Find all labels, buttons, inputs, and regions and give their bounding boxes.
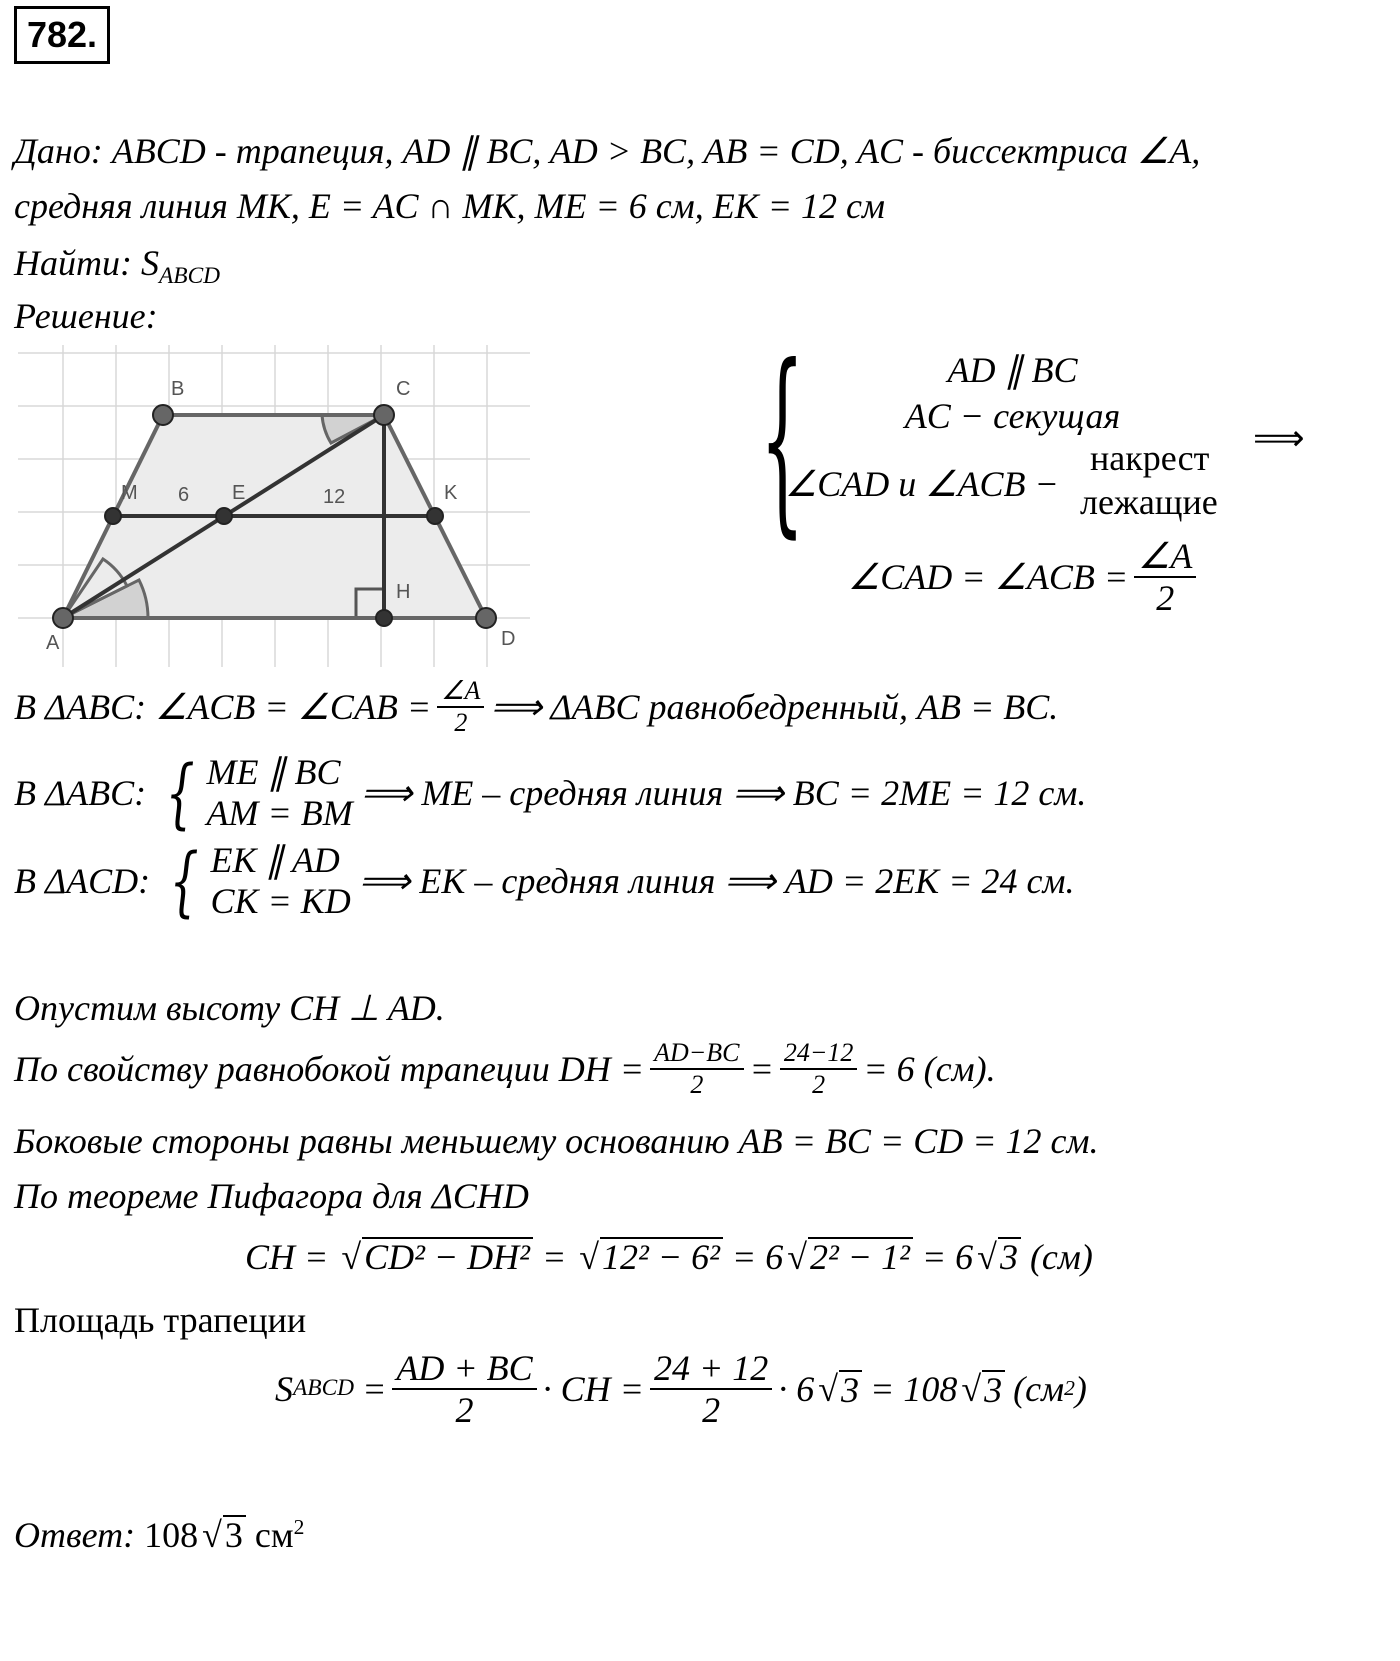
pythagoras-line: По теореме Пифагора для ΔCHD <box>14 1176 529 1216</box>
dh-equals: = <box>749 1049 774 1089</box>
area-fraction-2: $\frac{24 + 12}{2}$ <box>650 1350 772 1428</box>
ch-equation: CH = √CD² − DH² = √12² − 6² = 6 √2² − 1² = 6 √3 (см) <box>245 1237 1093 1277</box>
system-line-1: AD ∥ BC <box>947 350 1078 390</box>
ch-radical-3: 2² − 1² <box>808 1237 913 1275</box>
answer-radical: 3 <box>223 1515 246 1553</box>
area-label: Площадь трапеции <box>14 1300 307 1340</box>
ch-radical-2: 12² − 6² <box>600 1237 723 1275</box>
answer-value: 108 <box>144 1515 199 1555</box>
label-ek-value: 12 <box>323 486 346 508</box>
dh-fraction-2: $\frac{24-12}{2}$ <box>780 1040 858 1098</box>
find-sub: ABCD <box>159 263 221 290</box>
dh-prefix: По свойству равнобокой трапеции DH = <box>14 1049 645 1089</box>
step2-prefix: В ΔABC: <box>14 773 147 814</box>
label-a: A <box>46 632 60 654</box>
label-d: D <box>501 628 516 650</box>
given-label: Дано <box>14 131 91 171</box>
dh-fraction-1: $\frac{AD-BC}{2}$ <box>650 1040 743 1098</box>
area-radical-1: 3 <box>839 1370 862 1408</box>
answer-line: Ответ: 108 √3 $см^2$ <box>14 1515 305 1555</box>
system-arrow: ⟹ <box>1253 418 1305 458</box>
label-k: K <box>444 482 458 504</box>
label-c: C <box>396 378 411 400</box>
system-word-1: накрест <box>1090 438 1210 478</box>
area-radical-2: 3 <box>982 1370 1005 1408</box>
system-brace: { <box>760 323 805 556</box>
step-1 <box>14 678 1058 736</box>
step3-suffix: ⟹ EK – средняя линия ⟹ AD = 2EK = 24 см. <box>358 861 1075 902</box>
system-word-2: лежащие <box>1080 482 1218 522</box>
find-label: Найти <box>14 243 120 283</box>
system-line-2: AC − секущая <box>904 396 1121 436</box>
height-line: Опустим высоту CH ⊥ AD. <box>14 988 445 1028</box>
ch-radical-1: CD² − DH² <box>362 1237 533 1275</box>
step-3 <box>14 835 1075 925</box>
problem-number: 782. <box>14 6 110 64</box>
step2-suffix: ⟹ ME – средняя линия ⟹ BC = 2ME = 12 см. <box>360 773 1087 814</box>
angle-eq-fraction: $\frac{\angle A}{2}$ <box>1134 538 1196 616</box>
dh-line <box>14 1040 996 1098</box>
step3-system: { EK ∥ AD CK = KD <box>169 835 351 925</box>
given-text-1: : ABCD - трапеция, AD ∥ BC, AD > BC, AB = CD, AC - биссектриса ∠A, <box>90 131 1201 171</box>
solution-label: Решение: <box>14 296 158 336</box>
angle-equality <box>848 538 1202 616</box>
system-line-3: ∠CAD и ∠ACB − <box>785 464 1059 504</box>
find-line <box>14 245 220 289</box>
label-e: E <box>232 482 246 504</box>
step1-prefix: В ΔABC: ∠ACB = ∠CAB = <box>14 687 432 727</box>
given-line-2: средняя линия MK, E = AC ∩ MK, ME = 6 см, EK = 12 см <box>14 186 885 226</box>
dh-suffix: = 6 (см). <box>863 1049 996 1089</box>
label-me-value: 6 <box>178 484 190 506</box>
step1-fraction: $\frac{\angle A}{2}$ <box>437 678 484 736</box>
area-fraction-1: $\frac{AD + BC}{2}$ <box>392 1350 536 1428</box>
step3-prefix: В ΔACD: <box>14 861 151 902</box>
label-m: M <box>121 482 138 504</box>
given-line-1 <box>14 133 1200 169</box>
trapezoid-figure <box>18 345 530 667</box>
area-equation: S ABCD = $\frac{AD + BC}{2}$ · CH = $\frac{24 + 12}{2}$ · 6 √ 3 = 108 √ 3 (см 2 ) <box>275 1348 1087 1430</box>
step-2 <box>14 747 1087 837</box>
ch-radical-4: 3 <box>998 1237 1021 1275</box>
label-h: H <box>396 581 411 603</box>
answer-label: Ответ: <box>14 1515 136 1555</box>
find-expr: : S <box>120 243 159 283</box>
step1-suffix: ⟹ ΔABC равнобедренный, AB = BC. <box>490 687 1059 727</box>
label-b: B <box>171 378 185 400</box>
step2-system: { ME ∥ BC AM = BM <box>165 747 353 837</box>
sides-line: Боковые стороны равны меньшему основанию AB = BC = CD = 12 см. <box>14 1121 1099 1161</box>
angle-eq-lhs: ∠CAD = ∠ACB = <box>848 557 1129 597</box>
